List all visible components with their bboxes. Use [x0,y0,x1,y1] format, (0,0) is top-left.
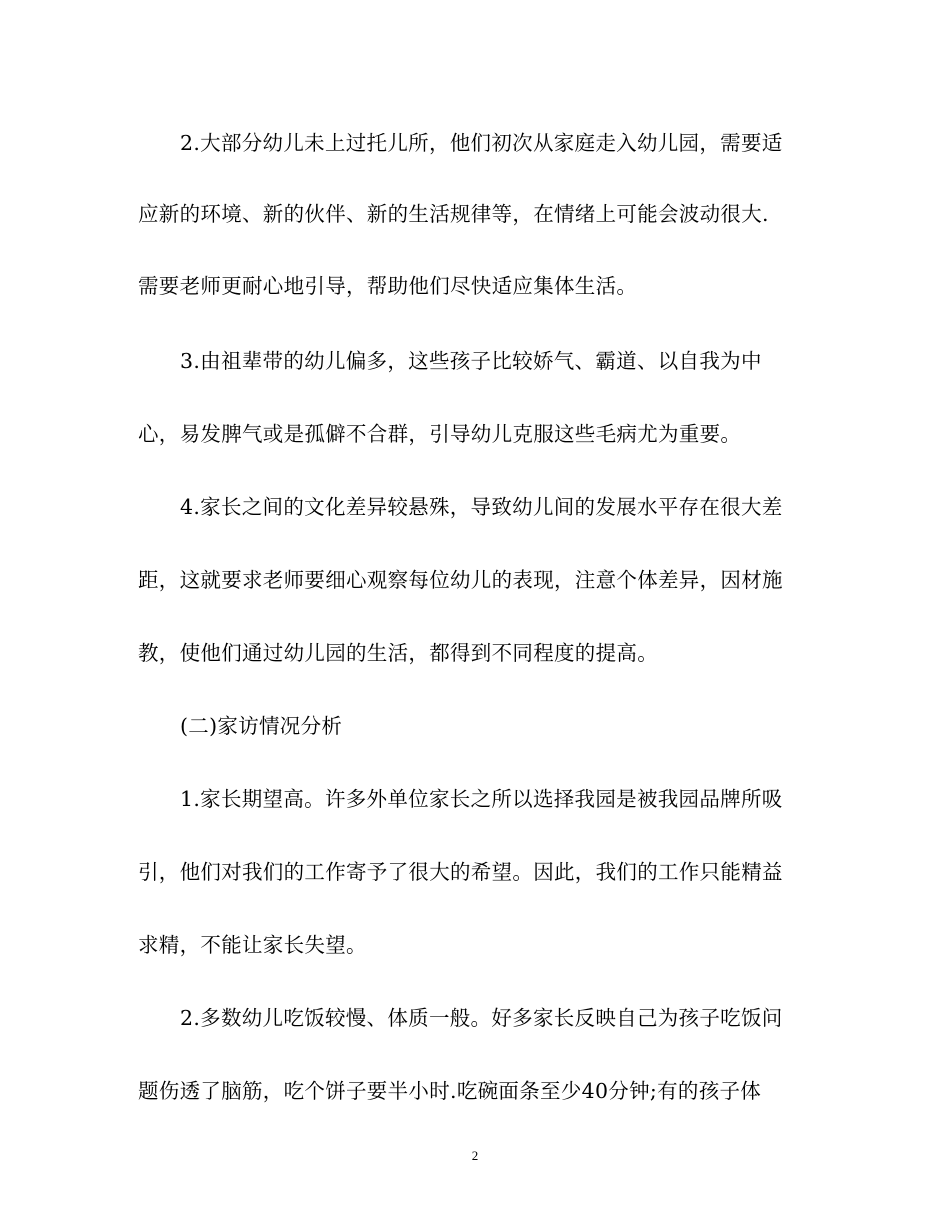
paragraph-line: 求精，不能让家长失望。 [138,933,367,957]
paragraph-line: 1.家长期望高。许多外单位家长之所以选择我园是被我园品牌所吸 [180,787,783,811]
paragraph-line: 2.大部分幼儿未上过托儿所，他们初次从家庭走入幼儿园，需要适 [180,131,783,155]
paragraph-line: 4.家长之间的文化差异较悬殊，导致幼儿间的发展水平存在很大差 [180,495,783,519]
paragraph-line: 距，这就要求老师要细心观察每位幼儿的表现，注意个体差异，因材施 [138,568,783,592]
page-number: 2 [471,1148,479,1163]
paragraph-line: 3.由祖辈带的幼儿偏多，这些孩子比较娇气、霸道、以自我为中 [180,349,762,373]
paragraph-line: 教，使他们通过幼儿园的生活，都得到不同程度的提高。 [138,641,658,665]
section-heading: (二)家访情况分析 [180,714,343,738]
paragraph-line: 心，易发脾气或是孤僻不合群，引导幼儿克服这些毛病尤为重要。 [138,422,742,446]
paragraph-line: 题伤透了脑筋，吃个饼子要半小时.吃碗面条至少40分钟;有的孩子体 [138,1079,762,1103]
paragraph-line: 需要老师更耐心地引导，帮助他们尽快适应集体生活。 [138,274,638,298]
paragraph-line: 应新的环境、新的伙伴、新的生活规律等，在情绪上可能会波动很大. [138,202,769,226]
paragraph-line: 引，他们对我们的工作寄予了很大的希望。因此，我们的工作只能精益 [138,860,783,884]
paragraph-line: 2.多数幼儿吃饭较慢、体质一般。好多家长反映自己为孩子吃饭问 [180,1006,783,1030]
